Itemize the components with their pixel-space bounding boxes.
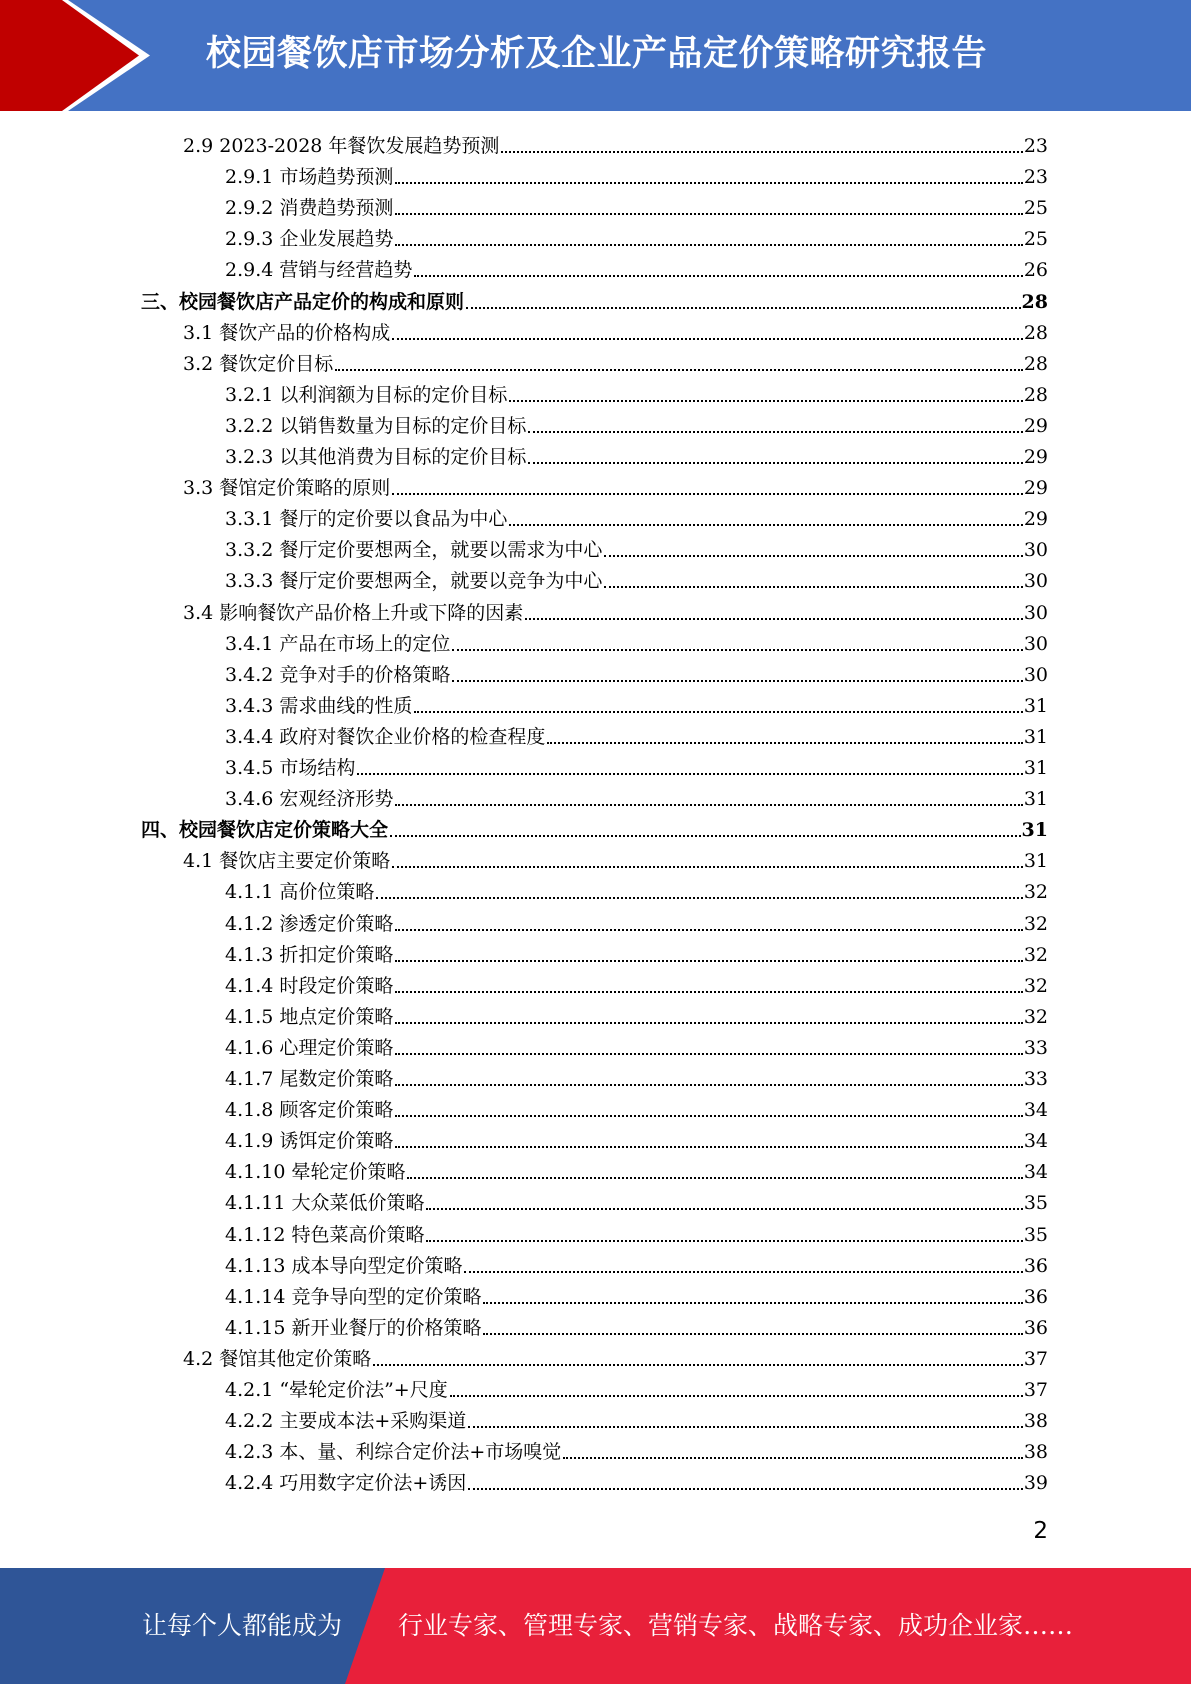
toc-entry[interactable] <box>225 872 1048 903</box>
toc-entry-label: 4.2.4 巧用数字定价法+诱因 <box>225 1472 467 1494</box>
toc-entry-label: 4.1.9 诱饵定价策略 <box>225 1130 394 1152</box>
toc-entry-page: 29 <box>1023 477 1048 499</box>
toc-entry-page: 30 <box>1023 633 1048 655</box>
toc-entry[interactable] <box>225 624 1048 655</box>
toc-entry-label: 4.1.5 地点定价策略 <box>225 1006 394 1028</box>
toc-entry-page: 25 <box>1023 197 1048 219</box>
toc-entry[interactable] <box>225 1121 1048 1152</box>
toc-entry-label: 4.1.6 心理定价策略 <box>225 1037 394 1059</box>
toc-entry-label: 4.1.2 渗透定价策略 <box>225 913 394 935</box>
toc-entry-page: 26 <box>1023 259 1048 281</box>
toc-entry-label: 4.1.8 顾客定价策略 <box>225 1099 394 1121</box>
toc-dot-leader <box>395 243 1022 246</box>
toc-dot-leader <box>395 1083 1022 1086</box>
toc-dot-leader <box>373 1363 1023 1366</box>
toc-entry-page: 30 <box>1023 602 1048 624</box>
toc-dot-leader <box>468 1487 1023 1490</box>
toc-dot-leader <box>450 1394 1023 1397</box>
toc-entry-label: 3.4.4 政府对餐饮企业价格的检查程度 <box>225 726 546 748</box>
toc-entry-label: 4.1 餐饮店主要定价策略 <box>183 850 391 872</box>
toc-entry-page: 31 <box>1023 850 1048 872</box>
toc-dot-leader <box>604 554 1022 557</box>
toc-dot-leader <box>395 1114 1022 1117</box>
toc-entry-label: 2.9.3 企业发展趋势 <box>225 228 394 250</box>
toc-dot-leader <box>483 1332 1022 1335</box>
toc-entry[interactable] <box>183 313 1048 344</box>
toc-entry-page: 30 <box>1023 570 1048 592</box>
toc-entry[interactable] <box>225 437 1048 468</box>
toc-dot-leader <box>483 1301 1022 1304</box>
toc-entry-page: 29 <box>1023 446 1048 468</box>
toc-dot-leader <box>604 585 1022 588</box>
toc-entry-page: 38 <box>1023 1441 1048 1463</box>
toc-dot-leader <box>452 648 1022 651</box>
toc-dot-leader <box>466 306 1021 309</box>
toc-dot-leader <box>395 990 1022 993</box>
toc-dot-leader <box>395 928 1022 931</box>
toc-dot-leader <box>392 865 1023 868</box>
toc-entry[interactable] <box>183 593 1048 624</box>
toc-entry-page: 31 <box>1023 695 1048 717</box>
toc-entry[interactable] <box>225 1463 1048 1494</box>
toc-dot-leader <box>547 741 1022 744</box>
toc-entry-label: 4.1.4 时段定价策略 <box>225 975 394 997</box>
toc-entry-label: 3.4.5 市场结构 <box>225 757 356 779</box>
toc-entry-page: 32 <box>1023 975 1048 997</box>
toc-dot-leader <box>452 679 1022 682</box>
toc-entry-label: 四、校园餐饮店定价策略大全 <box>141 819 389 841</box>
toc-dot-leader <box>509 523 1022 526</box>
toc-dot-leader <box>357 772 1022 775</box>
toc-entry-page: 33 <box>1023 1068 1048 1090</box>
toc-entry[interactable] <box>183 841 1048 872</box>
toc-entry-label: 3.4.6 宏观经济形势 <box>225 788 394 810</box>
toc-entry-label: 4.2 餐馆其他定价策略 <box>183 1348 372 1370</box>
toc-entry-page: 34 <box>1023 1099 1048 1121</box>
toc-entry-label: 4.2.2 主要成本法+采购渠道 <box>225 1410 467 1432</box>
toc-entry-label: 2.9.2 消费趋势预测 <box>225 197 394 219</box>
toc-entry-label: 4.1.3 折扣定价策略 <box>225 944 394 966</box>
toc-entry[interactable] <box>225 997 1048 1028</box>
toc-entry-page: 29 <box>1023 415 1048 437</box>
toc-entry-page: 28 <box>1023 384 1048 406</box>
toc-entry[interactable] <box>225 966 1048 997</box>
toc-entry-label: 3.2 餐饮定价目标 <box>183 353 334 375</box>
toc-dot-leader <box>395 1021 1022 1024</box>
toc-dot-leader <box>335 368 1023 371</box>
toc-dot-leader <box>395 1145 1022 1148</box>
toc-entry-page: 34 <box>1023 1130 1048 1152</box>
toc-entry-page: 31 <box>1023 757 1048 779</box>
toc-dot-leader <box>525 617 1023 620</box>
toc-entry[interactable] <box>225 188 1048 219</box>
toc-entry-page: 36 <box>1023 1286 1048 1308</box>
footer-banner <box>0 1568 1191 1684</box>
toc-dot-leader <box>468 1425 1023 1428</box>
toc-entry-page: 28 <box>1023 353 1048 375</box>
toc-entry[interactable] <box>225 686 1048 717</box>
toc-entry-page: 33 <box>1023 1037 1048 1059</box>
toc-entry[interactable] <box>183 468 1048 499</box>
toc-entry[interactable] <box>225 904 1048 935</box>
toc-entry[interactable] <box>225 219 1048 250</box>
toc-entry-page: 35 <box>1023 1192 1048 1214</box>
toc-entry[interactable] <box>225 1215 1048 1246</box>
toc-entry[interactable] <box>183 126 1048 157</box>
toc-entry-label: 3.4 影响餐饮产品价格上升或下降的因素 <box>183 602 524 624</box>
toc-dot-leader <box>501 150 1022 153</box>
page-number: 2 <box>1033 1518 1048 1544</box>
toc-entry-page: 25 <box>1023 228 1048 250</box>
toc-entry-page: 32 <box>1023 1006 1048 1028</box>
toc-entry[interactable] <box>141 282 1048 313</box>
toc-entry-label: 2.9.1 市场趋势预测 <box>225 166 394 188</box>
toc-entry-label: 3.1 餐饮产品的价格构成 <box>183 322 391 344</box>
toc-entry[interactable] <box>225 1152 1048 1183</box>
toc-entry[interactable] <box>225 1246 1048 1277</box>
header-arrow-icon <box>0 0 160 111</box>
toc-entry-label: 4.1.10 晕轮定价策略 <box>225 1161 406 1183</box>
toc-dot-leader <box>414 710 1022 713</box>
toc-entry-page: 36 <box>1023 1255 1048 1277</box>
toc-entry-page: 31 <box>1023 726 1048 748</box>
toc-dot-leader <box>392 337 1023 340</box>
toc-entry[interactable] <box>225 935 1048 966</box>
toc-entry-page: 23 <box>1023 135 1048 157</box>
toc-entry[interactable] <box>225 1308 1048 1339</box>
toc-entry-label: 2.9.4 营销与经营趋势 <box>225 259 413 281</box>
toc-dot-leader <box>464 1270 1022 1273</box>
toc-entry-label: 3.4.3 需求曲线的性质 <box>225 695 413 717</box>
toc-entry[interactable] <box>225 375 1048 406</box>
toc-entry-page: 32 <box>1023 944 1048 966</box>
toc-dot-leader <box>509 399 1022 402</box>
toc-dot-leader <box>426 1207 1022 1210</box>
toc-entry-label: 3.3.3 餐厅定价要想两全，就要以竞争为中心 <box>225 570 603 592</box>
toc-dot-leader <box>528 430 1022 433</box>
toc-entry-page: 36 <box>1023 1317 1048 1339</box>
toc-dot-leader <box>414 274 1022 277</box>
toc-entry-page: 32 <box>1023 913 1048 935</box>
toc-entry[interactable] <box>225 1028 1048 1059</box>
toc-entry[interactable] <box>225 748 1048 779</box>
toc-entry-page: 23 <box>1023 166 1048 188</box>
footer-slogan-left: 让每个人都能成为 <box>142 1611 343 1640</box>
toc-entry[interactable] <box>225 1183 1048 1214</box>
toc-entry[interactable] <box>225 157 1048 188</box>
toc-entry[interactable] <box>225 779 1048 810</box>
toc-entry[interactable] <box>225 1277 1048 1308</box>
toc-entry-page: 29 <box>1023 508 1048 530</box>
toc-entry[interactable] <box>225 1401 1048 1432</box>
toc-dot-leader <box>395 803 1022 806</box>
toc-entry[interactable] <box>225 406 1048 437</box>
toc-entry-label: 4.1.13 成本导向型定价策略 <box>225 1255 463 1277</box>
toc-entry[interactable] <box>225 1090 1048 1121</box>
toc-dot-leader <box>528 461 1022 464</box>
toc-entry-label: 4.1.15 新开业餐厅的价格策略 <box>225 1317 482 1339</box>
toc-entry-page: 28 <box>1021 291 1048 313</box>
toc-entry-page: 37 <box>1023 1379 1048 1401</box>
toc-entry-label: 4.2.1 “晕轮定价法”+尺度 <box>225 1379 448 1401</box>
toc-entry-label: 三、校园餐饮店产品定价的构成和原则 <box>141 291 465 313</box>
toc-entry[interactable] <box>183 1339 1048 1370</box>
toc-entry[interactable] <box>141 810 1048 841</box>
toc-entry[interactable] <box>225 1059 1048 1090</box>
toc-dot-leader <box>395 959 1022 962</box>
toc-entry-page: 31 <box>1021 819 1048 841</box>
toc-entry-label: 4.1.1 高价位策略 <box>225 881 375 903</box>
toc-entry[interactable] <box>183 344 1048 375</box>
toc-entry-page: 34 <box>1023 1161 1048 1183</box>
toc-entry-label: 4.1.14 竞争导向型的定价策略 <box>225 1286 482 1308</box>
toc-entry-label: 4.1.11 大众菜低价策略 <box>225 1192 425 1214</box>
toc-entry[interactable] <box>225 499 1048 530</box>
toc-entry[interactable] <box>225 530 1048 561</box>
toc-entry-page: 37 <box>1023 1348 1048 1370</box>
toc-entry-page: 28 <box>1023 322 1048 344</box>
toc-dot-leader <box>395 181 1022 184</box>
toc-entry-page: 39 <box>1023 1472 1048 1494</box>
toc-entry-label: 3.4.1 产品在市场上的定位 <box>225 633 451 655</box>
toc-entry-label: 3.3 餐馆定价策略的原则 <box>183 477 391 499</box>
toc-entry-label: 2.9 2023-2028 年餐饮发展趋势预测 <box>183 135 500 157</box>
toc-entry[interactable] <box>225 717 1048 748</box>
toc-entry-page: 35 <box>1023 1224 1048 1246</box>
toc-entry-page: 38 <box>1023 1410 1048 1432</box>
toc-entry-label: 4.1.7 尾数定价策略 <box>225 1068 394 1090</box>
toc-dot-leader <box>392 492 1023 495</box>
toc-dot-leader <box>395 1052 1022 1055</box>
toc-entry[interactable] <box>225 250 1048 281</box>
toc-entry-label: 3.2.1 以利润额为目标的定价目标 <box>225 384 508 406</box>
footer-slogan-right: 行业专家、管理专家、营销专家、战略专家、成功企业家…… <box>398 1611 1074 1640</box>
toc-dot-leader <box>407 1176 1022 1179</box>
report-header <box>0 0 1191 111</box>
toc-entry-label: 3.3.1 餐厅的定价要以食品为中心 <box>225 508 508 530</box>
toc-entry-page: 31 <box>1023 788 1048 810</box>
toc-dot-leader <box>426 1239 1022 1242</box>
toc-entry-label: 3.3.2 餐厅定价要想两全，就要以需求为中心 <box>225 539 603 561</box>
toc-entry[interactable] <box>225 1432 1048 1463</box>
toc-entry-page: 32 <box>1023 881 1048 903</box>
toc-entry-label: 4.2.3 本、量、利综合定价法+市场嗅觉 <box>225 1441 562 1463</box>
toc-entry-label: 4.1.12 特色菜高价策略 <box>225 1224 425 1246</box>
toc-dot-leader <box>395 212 1022 215</box>
toc-entry-label: 3.2.3 以其他消费为目标的定价目标 <box>225 446 527 468</box>
toc-entry-label: 3.4.2 竞争对手的价格策略 <box>225 664 451 686</box>
toc-entry-label: 3.2.2 以销售数量为目标的定价目标 <box>225 415 527 437</box>
toc-dot-leader <box>563 1456 1023 1459</box>
toc-dot-leader <box>376 896 1022 899</box>
report-title: 校园餐饮店市场分析及企业产品定价策略研究报告 <box>206 34 988 74</box>
toc-entry[interactable] <box>225 655 1048 686</box>
toc-dot-leader <box>390 834 1021 837</box>
toc-entry-page: 30 <box>1023 539 1048 561</box>
toc-entry-page: 30 <box>1023 664 1048 686</box>
toc-entry[interactable] <box>225 1370 1048 1401</box>
toc-entry[interactable] <box>225 561 1048 592</box>
